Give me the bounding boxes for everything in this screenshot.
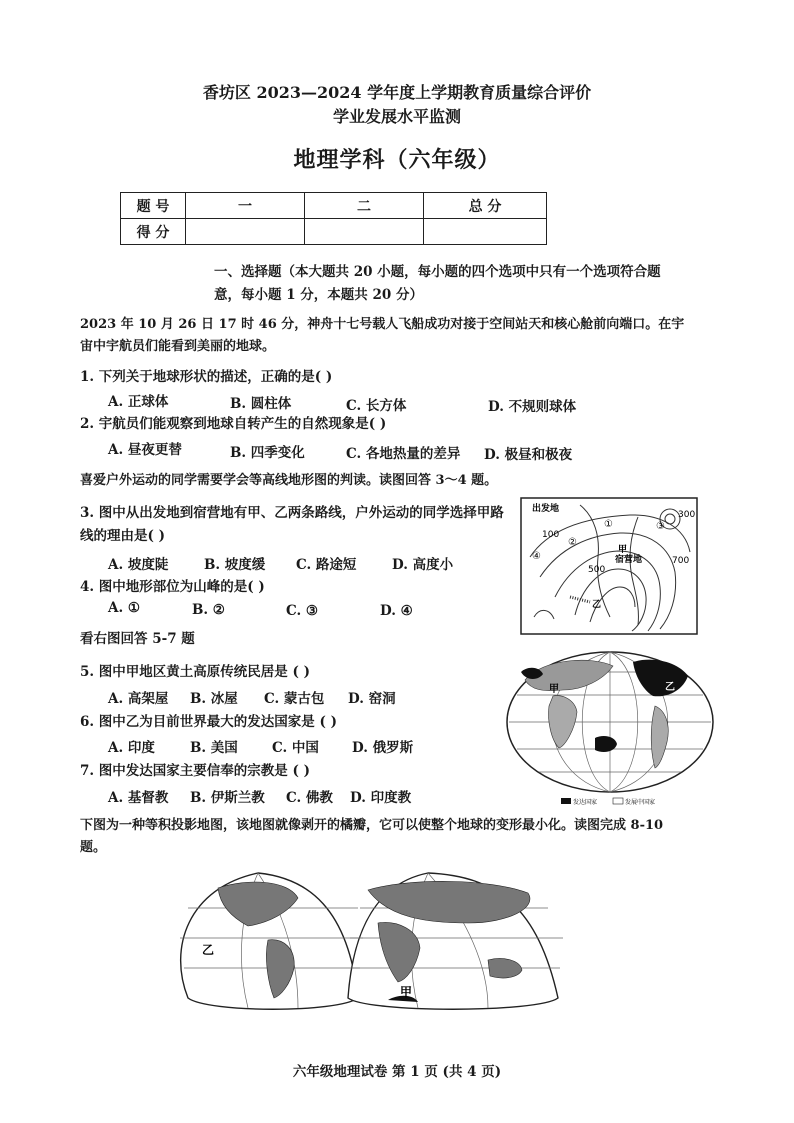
score-input-cell[interactable] [424, 219, 547, 245]
question-6: 6. 图中乙为目前世界最大的发达国家是 ( ) [80, 714, 337, 730]
option-b[interactable]: B. ② [192, 602, 225, 618]
score-input-cell[interactable] [186, 219, 305, 245]
option-d[interactable]: D. 印度教 [350, 790, 412, 806]
label-elev-500: 500 [588, 565, 606, 575]
option-c[interactable]: C. 各地热量的差异 [346, 446, 461, 462]
label-jia: 甲 [400, 985, 413, 999]
contour-map [520, 497, 698, 635]
marker-3: ③ [656, 521, 665, 532]
label-yi: 乙 [665, 682, 675, 693]
label-elev-300: 300 [678, 510, 696, 520]
score-cell: 一 [186, 193, 305, 219]
exam-header-line1: 香坊区 2023—2024 学年度上学期教育质量综合评价 [202, 83, 592, 102]
score-cell: 题 号 [121, 193, 186, 219]
marker-1: ① [604, 519, 613, 530]
score-input-cell[interactable] [305, 219, 424, 245]
score-table-row [121, 219, 547, 245]
option-a[interactable]: A. 高架屋 [108, 691, 169, 707]
option-d[interactable]: D. 窑洞 [348, 691, 396, 707]
question-5: 5. 图中甲地区黄土高原传统民居是 ( ) [80, 664, 310, 680]
option-a[interactable]: A. 基督教 [108, 790, 169, 806]
option-a[interactable]: A. 昼夜更替 [108, 442, 182, 458]
option-a[interactable]: A. ① [108, 600, 140, 616]
option-d[interactable]: D. 不规则球体 [488, 399, 577, 415]
option-b[interactable]: B. 圆柱体 [230, 396, 292, 412]
score-cell: 总 分 [424, 193, 547, 219]
intro-text: 喜爱户外运动的同学需要学会等高线地形图的判读。读图回答 3～4 题。 [80, 473, 498, 488]
question-7: 7. 图中发达国家主要信奉的宗教是 ( ) [80, 763, 310, 779]
legend-swatch-developing [613, 798, 623, 804]
intro-text: 题。 [80, 840, 107, 855]
option-d[interactable]: D. ④ [380, 603, 413, 619]
section-heading-line1: 一、选择题（本大题共 20 小题，每小题的四个选项中只有一个选项符合题 [214, 264, 661, 280]
section-heading-line2: 意，每小题 1 分，本题共 20 分） [214, 287, 423, 303]
intro-text: 下图为一种等积投影地图，该地图就像剥开的橘瓣，它可以使整个地球的变形最小化。读图完成 8-10 [80, 818, 664, 833]
label-yi: 乙 [592, 600, 602, 610]
score-table-row [121, 193, 547, 219]
page-footer: 六年级地理试卷 第 1 页 (共 4 页) [292, 1064, 502, 1080]
exam-title: 地理学科（六年级） [293, 147, 501, 173]
option-a[interactable]: A. 坡度陡 [108, 557, 169, 573]
legend-swatch-developed [561, 798, 571, 804]
world-development-map [503, 650, 718, 810]
score-cell: 二 [305, 193, 424, 219]
label-yi: 乙 [202, 943, 215, 957]
option-d[interactable]: D. 俄罗斯 [352, 740, 414, 756]
option-c[interactable]: C. 中国 [272, 740, 319, 756]
option-a[interactable]: A. 印度 [108, 740, 155, 756]
option-c[interactable]: C. 佛教 [286, 790, 333, 806]
intro-text: 2023 年 10 月 26 日 17 时 46 分，神舟十七号载人飞船成功对接于空间站天和核心舱前向端口。在宇 [80, 317, 685, 332]
orange-peel-projection-map [168, 868, 588, 1018]
score-table [120, 192, 547, 245]
label-elev-700: 700 [672, 556, 690, 566]
question-3-line2: 线的理由是( ) [80, 528, 165, 544]
question-1: 1. 下列关于地球形状的描述，正确的是( ) [80, 369, 333, 385]
option-b[interactable]: B. 四季变化 [230, 445, 305, 461]
option-c[interactable]: C. ③ [286, 603, 319, 619]
option-b[interactable]: B. 美国 [190, 740, 238, 756]
marker-4: ④ [532, 551, 541, 562]
option-a[interactable]: A. 正球体 [108, 394, 169, 410]
legend-label-developed: 发达国家 [573, 799, 598, 806]
marker-2: ② [568, 537, 577, 548]
label-jia: 甲 [549, 684, 559, 695]
intro-text: 看右图回答 5-7 题 [80, 631, 195, 647]
label-jia: 甲 [618, 545, 628, 555]
option-d[interactable]: D. 高度小 [392, 557, 454, 573]
option-b[interactable]: B. 冰屋 [190, 691, 238, 707]
option-c[interactable]: C. 蒙古包 [264, 691, 325, 707]
exam-header-line2: 学业发展水平监测 [332, 107, 461, 126]
label-start: 出发地 [532, 504, 560, 514]
option-b[interactable]: B. 伊斯兰教 [190, 790, 265, 806]
option-b[interactable]: B. 坡度缓 [204, 557, 266, 573]
intro-text: 宙中宇航员们能看到美丽的地球。 [80, 339, 276, 354]
question-2: 2. 宇航员们能观察到地球自转产生的自然现象是( ) [80, 416, 387, 432]
label-camp: 宿营地 [615, 555, 643, 565]
legend-label-developing: 发展中国家 [625, 799, 656, 806]
option-c[interactable]: C. 路途短 [296, 557, 357, 573]
question-3: 3. 图中从出发地到宿营地有甲、乙两条路线，户外运动的同学选择甲路 [80, 505, 504, 521]
score-cell: 得 分 [121, 219, 186, 245]
label-elev-100: 100 [542, 530, 560, 540]
option-c[interactable]: C. 长方体 [346, 398, 407, 414]
question-4: 4. 图中地形部位为山峰的是( ) [80, 579, 265, 595]
option-d[interactable]: D. 极昼和极夜 [484, 447, 573, 463]
